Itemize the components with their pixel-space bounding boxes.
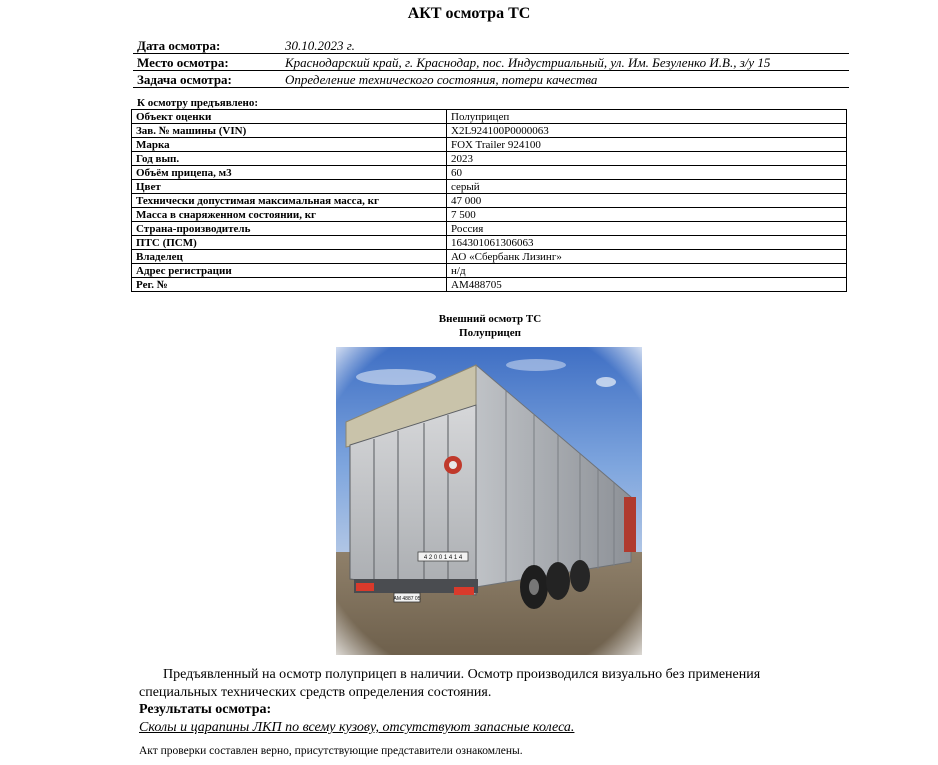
spec-value: 2023 [447,152,847,166]
vehicle-spec-table [131,109,847,292]
spec-value: Россия [447,222,847,236]
spec-label: Страна-производитель [132,222,447,236]
paragraph-line: специальных технических средств определения состояния. [139,685,492,700]
spec-value: н/д [447,264,847,278]
spec-row [132,236,847,250]
spec-value: 60 [447,166,847,180]
spec-value: Полуприцеп [447,110,847,124]
spec-value: 164301061306063 [447,236,847,250]
meta-row-task [133,71,849,88]
meta-row-place [133,54,849,71]
spec-value: 7 500 [447,208,847,222]
spec-value: X2L924100P0000063 [447,124,847,138]
trailer-photo [336,347,642,655]
paragraph-line: Предъявленный на осмотр полуприцеп в наличии. Осмотр производился визуально без применения [163,667,761,682]
photo-caption-subtitle: Полуприцеп [459,327,521,339]
spec-row [132,194,847,208]
spec-row [132,250,847,264]
spec-label: Адрес регистрации [132,264,447,278]
spec-label: Технически допустимая максимальная масса, кг [132,194,447,208]
spec-value: АМ488705 [447,278,847,292]
meta-value: Краснодарский край, г. Краснодар, пос. Индустриальный, ул. Им. Безуленко И.В., з/у 15 [281,54,849,71]
inspection-paragraph [139,666,829,702]
spec-label: Цвет [132,180,447,194]
footer-note: Акт проверки составлен верно, присутствующие представители ознакомлены. [139,745,523,757]
spec-value: АО «Сбербанк Лизинг» [447,250,847,264]
meta-label: Место осмотра: [133,54,281,71]
spec-value: 47 000 [447,194,847,208]
spec-label: ПТС (ПСМ) [132,236,447,250]
spec-row [132,208,847,222]
meta-value: Определение технического состояния, потери качества [281,71,849,88]
presented-heading: К осмотру предъявлено: [137,97,259,109]
meta-label: Дата осмотра: [133,37,281,54]
spec-row [132,138,847,152]
spec-row [132,222,847,236]
spec-row [132,278,847,292]
spec-label: Масса в снаряженном состоянии, кг [132,208,447,222]
spec-label: Марка [132,138,447,152]
spec-row [132,152,847,166]
results-text: Сколы и царапины ЛКП по всему кузову, отсутствуют запасные колеса. [139,720,575,735]
spec-row [132,264,847,278]
spec-label: Зав. № машины (VIN) [132,124,447,138]
results-heading: Результаты осмотра: [139,702,272,717]
spec-label: Владелец [132,250,447,264]
spec-row [132,110,847,124]
inspection-meta-table [133,37,849,88]
spec-label: Объём прицепа, м3 [132,166,447,180]
spec-label: Рег. № [132,278,447,292]
spec-label: Объект оценки [132,110,447,124]
spec-row [132,124,847,138]
photo-caption-title: Внешний осмотр ТС [438,313,542,325]
spec-row [132,180,847,194]
meta-value: 30.10.2023 г. [281,37,849,54]
spec-value: серый [447,180,847,194]
spec-row [132,166,847,180]
meta-row-date [133,37,849,54]
spec-value: FOX Trailer 924100 [447,138,847,152]
document-title: АКТ осмотра ТС [407,5,531,22]
meta-label: Задача осмотра: [133,71,281,88]
spec-label: Год вып. [132,152,447,166]
photo-fade [336,347,642,655]
